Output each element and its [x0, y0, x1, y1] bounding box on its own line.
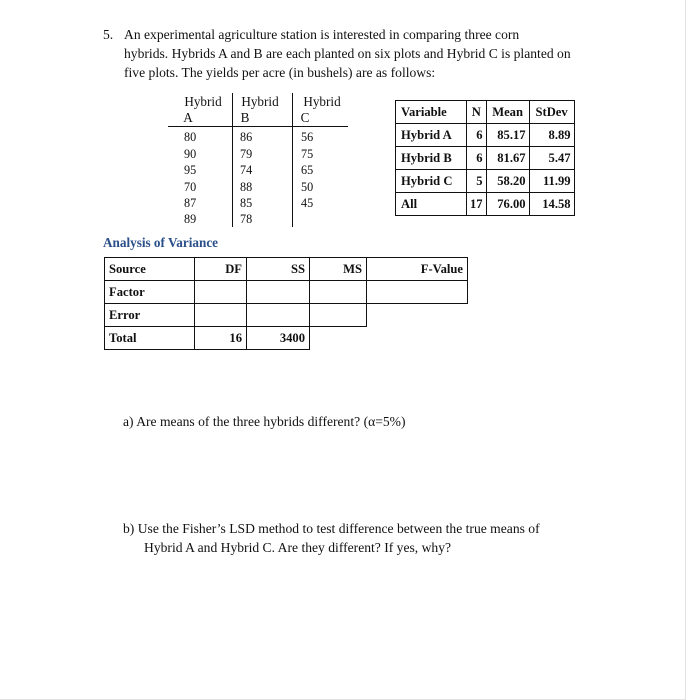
- anova-ss-cell: 3400: [247, 327, 310, 350]
- summary-stats-table: [395, 100, 575, 216]
- yield-c-5: 45: [301, 196, 314, 210]
- part-b-question-line-2: Hybrid A and Hybrid C. Are they different? If yes, why?: [144, 540, 452, 555]
- yield-a-6: 89: [184, 212, 197, 226]
- yields-header-b-line1: Hybrid: [241, 94, 279, 109]
- summary-row: [396, 170, 575, 193]
- anova-ms-cell: [310, 304, 367, 327]
- yield-c-1: 56: [301, 130, 314, 144]
- yield-a-1: 80: [184, 130, 197, 144]
- summary-n: 6: [467, 124, 487, 147]
- summary-stdev: 14.58: [529, 193, 574, 216]
- anova-df-cell: [195, 281, 247, 304]
- yields-divider-bc: [292, 93, 293, 227]
- yield-a-4: 70: [184, 180, 197, 194]
- summary-variable: Hybrid A: [396, 124, 467, 147]
- summary-variable: All: [396, 193, 467, 216]
- anova-row-error: [105, 304, 468, 327]
- part-a-question: a) Are means of the three hybrids different? (α=5%): [123, 414, 406, 429]
- anova-f-cell: [367, 281, 468, 304]
- yields-header-a-line2: A: [183, 110, 193, 125]
- summary-mean: 58.20: [486, 170, 529, 193]
- anova-header-ss: SS: [247, 258, 310, 281]
- anova-df-cell: 16: [195, 327, 247, 350]
- summary-variable: Hybrid B: [396, 147, 467, 170]
- yields-header-a-line1: Hybrid: [184, 94, 222, 109]
- anova-header-ms: MS: [310, 258, 367, 281]
- anova-header-f-value: F-Value: [367, 258, 468, 281]
- summary-mean: 85.17: [486, 124, 529, 147]
- question-line-3: five plots. The yields per acre (in bushels) are as follows:: [124, 65, 436, 80]
- anova-empty-cell: [367, 304, 468, 327]
- anova-ss-cell: [247, 281, 310, 304]
- summary-header-variable: Variable: [396, 101, 467, 124]
- summary-n: 6: [467, 147, 487, 170]
- anova-header-df: DF: [195, 258, 247, 281]
- yield-c-4: 50: [301, 180, 314, 194]
- question-number: 5.: [103, 27, 114, 42]
- part-b-question-line-1: b) Use the Fisher’s LSD method to test difference between the true means of: [123, 521, 540, 536]
- summary-header-mean: Mean: [486, 101, 529, 124]
- question-line-2: hybrids. Hybrids A and B are each planted on six plots and Hybrid C is planted on: [124, 46, 571, 61]
- yield-b-6: 78: [240, 212, 253, 226]
- yields-header-rule: [168, 126, 348, 127]
- anova-source: Factor: [105, 281, 195, 304]
- yield-c-2: 75: [301, 147, 314, 161]
- summary-stdev: 11.99: [529, 170, 574, 193]
- anova-ss-cell: [247, 304, 310, 327]
- anova-table: [104, 257, 468, 350]
- summary-stdev: 5.47: [529, 147, 574, 170]
- anova-source: Total: [105, 327, 195, 350]
- question-line-1: An experimental agriculture station is interested in comparing three corn: [124, 27, 520, 42]
- yields-header-c-line2: C: [300, 110, 310, 125]
- yield-b-4: 88: [240, 180, 253, 194]
- yield-b-2: 79: [240, 147, 253, 161]
- yield-a-2: 90: [184, 147, 197, 161]
- summary-header-row: [396, 101, 575, 124]
- yield-b-1: 86: [240, 130, 253, 144]
- anova-header-row: [105, 258, 468, 281]
- anova-df-cell: [195, 304, 247, 327]
- yield-a-3: 95: [184, 163, 197, 177]
- summary-header-stdev: StDev: [529, 101, 574, 124]
- yields-header-b-line2: B: [240, 110, 250, 125]
- summary-header-n: N: [467, 101, 487, 124]
- yield-a-5: 87: [184, 196, 197, 210]
- anova-ms-cell: [310, 281, 367, 304]
- yields-header-c-line1: Hybrid: [303, 94, 341, 109]
- yields-divider-ab: [232, 93, 233, 227]
- summary-mean: 76.00: [486, 193, 529, 216]
- anova-source: Error: [105, 304, 195, 327]
- anova-row-total: [105, 327, 468, 350]
- anova-title: Analysis of Variance: [103, 235, 219, 250]
- summary-mean: 81.67: [486, 147, 529, 170]
- summary-variable: Hybrid C: [396, 170, 467, 193]
- yield-c-3: 65: [301, 163, 314, 177]
- anova-header-source: Source: [105, 258, 195, 281]
- summary-stdev: 8.89: [529, 124, 574, 147]
- yield-b-5: 85: [240, 196, 253, 210]
- summary-n: 5: [467, 170, 487, 193]
- anova-empty-cell: [367, 327, 468, 350]
- summary-row: [396, 193, 575, 216]
- anova-row-factor: [105, 281, 468, 304]
- summary-row: [396, 147, 575, 170]
- summary-row: [396, 124, 575, 147]
- summary-n: 17: [467, 193, 487, 216]
- anova-empty-cell: [310, 327, 367, 350]
- yield-b-3: 74: [240, 163, 253, 177]
